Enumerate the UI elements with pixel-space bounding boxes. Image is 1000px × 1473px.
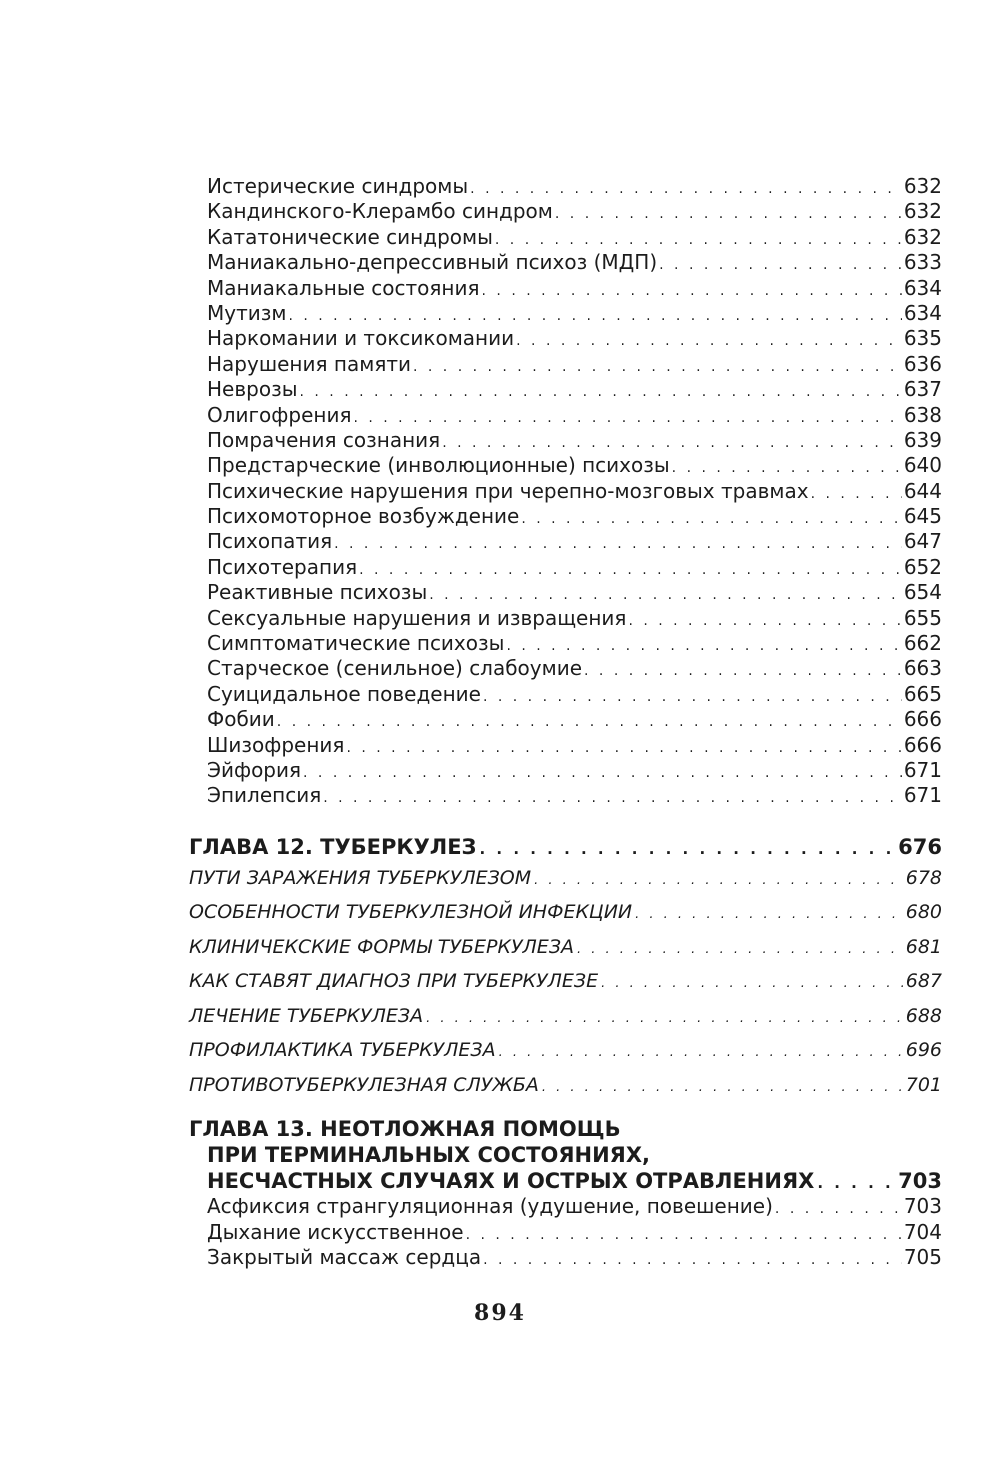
leader-dots (413, 355, 902, 380)
entry-title: Наркомании и токсикомании (207, 326, 515, 351)
leader-dots (534, 864, 903, 899)
leader-dots (277, 710, 902, 735)
entry-title: Асфиксия странгуляционная (удушение, повешение) (207, 1194, 773, 1219)
leader-dots (483, 685, 902, 710)
toc-entry[interactable] (189, 656, 942, 681)
leader-dots (334, 532, 902, 557)
chapter-13-line-3-row (189, 1168, 942, 1194)
section-title: КАК СТАВЯТ ДИАГНОЗ ПРИ ТУБЕРКУЛЕЗЕ (189, 970, 599, 993)
section-page: 681 (905, 935, 942, 958)
entry-page: 640 (903, 453, 942, 478)
entry-page: 639 (903, 427, 942, 452)
entry-page: 662 (903, 631, 942, 656)
toc-entry[interactable] (189, 225, 942, 250)
entry-title: Психотерапия (207, 554, 358, 579)
leader-dots (601, 967, 903, 1002)
toc-entry[interactable] (189, 1220, 942, 1245)
entry-page: 655 (903, 605, 942, 630)
toc-entry[interactable] (189, 707, 942, 732)
entry-title: Психопатия (207, 529, 333, 554)
entry-page: 703 (903, 1194, 942, 1219)
entry-page: 671 (903, 757, 942, 782)
entry-page: 663 (903, 656, 942, 681)
leader-dots (811, 482, 902, 507)
entry-title: Старческое (сенильное) слабоумие (207, 656, 583, 681)
entry-title: Предстарческие (инволюционные) психозы (207, 453, 670, 478)
entry-title: Эпилепсия (207, 783, 322, 808)
entry-page: 633 (903, 250, 942, 275)
section-title: ЛЕЧЕНИЕ ТУБЕРКУЛЕЗА (189, 1004, 424, 1027)
section-entry[interactable] (189, 1033, 942, 1068)
leader-dots (516, 329, 902, 354)
leader-dots (659, 253, 902, 278)
entry-page: 636 (903, 351, 942, 376)
entry-page: 634 (903, 300, 942, 325)
page-number: 894 (474, 1300, 526, 1326)
toc-entry[interactable] (189, 352, 942, 377)
toc-entry[interactable] (189, 783, 942, 808)
section-entry[interactable] (189, 1068, 942, 1103)
entry-title: Неврозы (207, 377, 298, 402)
section-title: ПРОФИЛАКТИКА ТУБЕРКУЛЕЗА (189, 1039, 496, 1062)
entry-page: 671 (903, 783, 942, 808)
entry-title: Дыхание искусственное (207, 1219, 464, 1244)
toc-entry[interactable] (189, 733, 942, 758)
leader-dots (466, 1223, 902, 1248)
toc-entry[interactable] (189, 555, 942, 580)
entry-page: 647 (903, 529, 942, 554)
entry-page: 638 (903, 402, 942, 427)
entry-title: Фобии (207, 707, 275, 732)
leader-dots (584, 659, 902, 684)
entry-page: 666 (903, 732, 942, 757)
chapter-13-line-2: ПРИ ТЕРМИНАЛЬНЫХ СОСТОЯНИЯХ, (207, 1143, 651, 1168)
entries-top-list (189, 174, 942, 809)
leader-dots (577, 933, 903, 968)
entry-page: 637 (903, 377, 942, 402)
entry-page: 645 (903, 504, 942, 529)
toc-entry[interactable] (189, 428, 942, 453)
entry-title: Симптоматические психозы (207, 631, 505, 656)
entry-title: Истерические синдромы (207, 174, 469, 198)
section-title: КЛИНИЧЕКСКИЕ ФОРМЫ ТУБЕРКУЛЕЗА (189, 935, 574, 958)
entry-title: Психические нарушения при черепно-мозговых травмах (207, 478, 809, 503)
leader-dots (555, 202, 902, 227)
entry-title: Нарушения памяти (207, 351, 411, 376)
toc-entry[interactable] (189, 1245, 942, 1270)
toc-entry[interactable] (189, 504, 942, 529)
chapter-12-sections (189, 861, 942, 1103)
entry-page: 635 (903, 326, 942, 351)
toc-entry[interactable] (189, 1194, 942, 1219)
section-page: 680 (905, 901, 942, 924)
leader-dots (479, 835, 895, 863)
entry-page: 654 (903, 580, 942, 605)
section-entry[interactable] (189, 861, 942, 896)
toc-entry[interactable] (189, 580, 942, 605)
leader-dots (359, 558, 902, 583)
section-title: ПРОТИВОТУБЕРКУЛЕЗНАЯ СЛУЖБА (189, 1073, 539, 1096)
chapter-page: 703 (898, 1169, 942, 1194)
entry-title: Кандинского-Клерамбо синдром (207, 199, 553, 224)
toc-entry[interactable] (189, 174, 942, 199)
leader-dots (323, 786, 902, 811)
section-entry[interactable] (189, 895, 942, 930)
toc-entry[interactable] (189, 606, 942, 631)
entry-title: Суицидальное поведение (207, 681, 481, 706)
chapter-page: 676 (898, 834, 942, 859)
section-title: ПУТИ ЗАРАЖЕНИЯ ТУБЕРКУЛЕЗОМ (189, 866, 532, 889)
leader-dots (346, 736, 901, 761)
toc-entry[interactable] (189, 199, 942, 224)
chapter-title: ГЛАВА 12. ТУБЕРКУЛЕЗ (189, 834, 477, 859)
entry-title: Реактивные психозы (207, 580, 428, 605)
chapter-13-heading[interactable] (189, 1116, 942, 1194)
toc-entry[interactable] (189, 758, 942, 783)
toc-entry[interactable] (189, 301, 942, 326)
entry-title: Помрачения сознания (207, 427, 441, 452)
chapter-13-entries (189, 1194, 942, 1270)
entry-title: Эйфория (207, 757, 302, 782)
entry-title: Психомоторное возбуждение (207, 504, 520, 529)
section-page: 687 (905, 970, 942, 993)
leader-dots (300, 380, 902, 405)
entry-title: Закрытый массаж сердца (207, 1245, 482, 1270)
leader-dots (482, 279, 902, 304)
entry-page: 705 (903, 1245, 942, 1270)
entry-page: 644 (903, 478, 942, 503)
entry-page: 632 (903, 174, 942, 198)
entry-page: 632 (903, 224, 942, 249)
entry-title: Кататонические синдромы (207, 224, 493, 249)
entry-title: Маниакальные состояния (207, 275, 480, 300)
leader-dots (635, 898, 903, 933)
section-entry[interactable] (189, 930, 942, 965)
toc-entry[interactable] (189, 529, 942, 554)
section-page: 688 (905, 1004, 942, 1027)
entry-title: Шизофрения (207, 732, 345, 757)
section-entry[interactable] (189, 999, 942, 1034)
leader-dots (521, 507, 901, 532)
leader-dots (483, 1248, 902, 1273)
leader-dots (303, 761, 902, 786)
entry-title: Сексуальные нарушения и извращения (207, 605, 627, 630)
chapter-12-heading[interactable] (189, 833, 942, 861)
section-entry[interactable] (189, 964, 942, 999)
toc-entry[interactable] (189, 403, 942, 428)
toc-entry[interactable] (189, 326, 942, 351)
leader-dots (426, 1002, 903, 1037)
entry-page: 634 (903, 275, 942, 300)
leader-dots (542, 1071, 903, 1106)
toc-entry[interactable] (189, 479, 942, 504)
toc-entry[interactable] (189, 631, 942, 656)
leader-dots (628, 609, 901, 634)
entry-page: 652 (903, 554, 942, 579)
toc-entry[interactable] (189, 377, 942, 402)
entry-page: 704 (903, 1219, 942, 1244)
entry-title: Олигофрения (207, 402, 352, 427)
leader-dots (817, 1170, 895, 1196)
toc-entry[interactable] (189, 276, 942, 301)
table-of-contents (189, 174, 942, 1270)
entry-page: 632 (903, 199, 942, 224)
chapter-13-line-1: ГЛАВА 13. НЕОТЛОЖНАЯ ПОМОЩЬ (189, 1117, 621, 1142)
entry-page: 665 (903, 681, 942, 706)
toc-entry[interactable] (189, 682, 942, 707)
entry-title: Мутизм (207, 300, 287, 325)
section-page: 701 (905, 1073, 942, 1096)
chapter-13-line-3: НЕСЧАСТНЫХ СЛУЧАЯХ И ОСТРЫХ ОТРАВЛЕНИЯХ (207, 1169, 815, 1194)
section-title: ОСОБЕННОСТИ ТУБЕРКУЛЕЗНОЙ ИНФЕКЦИИ (189, 901, 633, 924)
leader-dots (499, 1036, 903, 1071)
section-page: 678 (905, 866, 942, 889)
section-page: 696 (905, 1039, 942, 1062)
toc-entry[interactable] (189, 250, 942, 275)
toc-entry[interactable] (189, 453, 942, 478)
entry-title: Маниакально-депрессивный психоз (МДП) (207, 250, 658, 275)
entry-page: 666 (903, 707, 942, 732)
leader-dots (775, 1197, 902, 1222)
